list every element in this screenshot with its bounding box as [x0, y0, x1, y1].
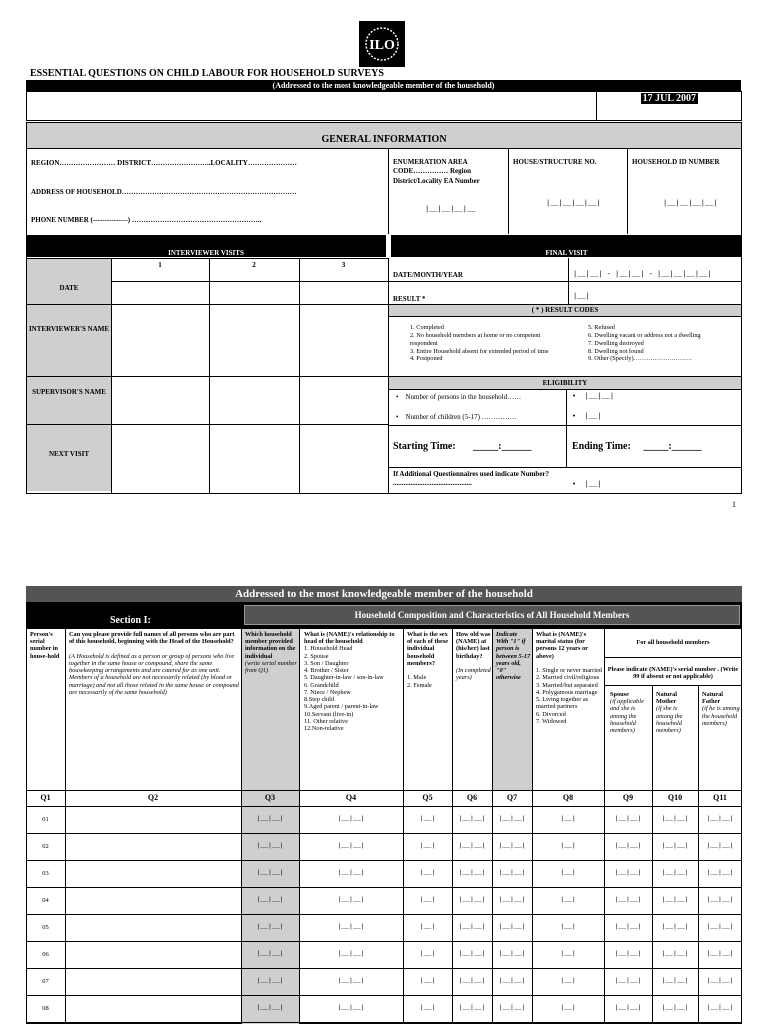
ea-code-label: ENUMERATION AREA CODE…………… Region District/Locality EA Number — [393, 158, 480, 185]
q7-input[interactable]: |__|__| — [498, 842, 526, 849]
q5-input[interactable]: |__| — [419, 1004, 436, 1011]
row-supervisor-label: SUPERVISOR'S NAME — [32, 388, 106, 396]
q4-input[interactable]: |__|__| — [337, 815, 365, 822]
q9-q11-heading: For all household members — [636, 639, 710, 646]
result-input[interactable]: |__| — [573, 293, 590, 301]
result-codes-left: 1. Completed 2. No household members at home or no competent respondent 3. Entire Household absent for extended period of time 4. Postponed — [410, 324, 549, 363]
qcode-q5: Q5 — [422, 793, 433, 802]
row-serial-number: 04 — [42, 897, 49, 904]
q7-input[interactable]: |__|__| — [498, 896, 526, 903]
q3-input[interactable]: |__|__| — [256, 842, 284, 849]
q7-input[interactable]: |__|__| — [498, 1004, 526, 1011]
q5-input[interactable]: |__| — [419, 815, 436, 822]
q10-header: Natural Mother (if she is among the household members) — [656, 691, 683, 735]
q7-input[interactable]: |__|__| — [498, 869, 526, 876]
date-stamp: 17 JUL 2007 — [642, 93, 696, 104]
form-title: ESSENTIAL QUESTIONS ON CHILD LABOUR FOR HOUSEHOLD SURVEYS — [30, 68, 384, 79]
q11-input[interactable]: |__|__| — [706, 869, 734, 876]
q4-input[interactable]: |__|__| — [337, 1004, 365, 1011]
q7-input[interactable]: |__|__| — [498, 923, 526, 930]
q6-input[interactable]: |__|__| — [458, 869, 486, 876]
q5-input[interactable]: |__| — [419, 977, 436, 984]
q9-input[interactable]: |__|__| — [614, 923, 642, 930]
q11-input[interactable]: |__|__| — [706, 1004, 734, 1011]
q9-input[interactable]: |__|__| — [614, 869, 642, 876]
form-subtitle: (Addressed to the most knowledgeable member of the household) — [26, 80, 741, 91]
interviewer-visits-heading: INTERVIEWER VISITS — [168, 249, 244, 257]
ilo-logo — [359, 21, 405, 67]
q10-input[interactable]: |__|__| — [661, 1004, 689, 1011]
section-label: Section I: — [110, 615, 151, 626]
q6-input[interactable]: |__|__| — [458, 815, 486, 822]
q11-input[interactable]: |__|__| — [706, 815, 734, 822]
household-id-input[interactable]: |__|__|__|__| — [663, 200, 718, 208]
q1-header: Person's serial number in house-hold — [30, 631, 60, 660]
q9-input[interactable]: |__|__| — [614, 842, 642, 849]
row-serial-number: 08 — [42, 1005, 49, 1012]
q10-input[interactable]: |__|__| — [661, 869, 689, 876]
q8-input[interactable]: |__| — [560, 977, 576, 984]
q7-header: Indicate With "1" if person is between 5-17 years old, "0" otherwise — [496, 631, 531, 682]
region-field[interactable]: REGION…………………… DISTRICT……………………..LOCALITY………………… — [31, 159, 297, 167]
q10-input[interactable]: |__|__| — [661, 950, 689, 957]
q3-header: Which household member provided information on the individual (write serial number from Q1) — [245, 631, 297, 675]
q2-header: Can you please provide full names of all persons who are part of this household, beginning with the Head of the Household? (A Household is defined as a person or group of persons who live together in the same house or compound, share the same housekeeping arrangements and are catered for as one unit. Members of a household are not necessarily related (by blood or marriage) and not all those related in the same house or compound are necessarily of the same household) — [69, 631, 239, 696]
q6-input[interactable]: |__|__| — [458, 1004, 486, 1011]
elig-persons-input[interactable]: • |__|__| — [572, 393, 615, 401]
household-composition-title: Household Composition and Characteristics of All Household Members — [244, 605, 740, 625]
visit-col-3: 3 — [341, 261, 346, 269]
q6-input[interactable]: |__|__| — [458, 950, 486, 957]
q4-input[interactable]: |__|__| — [337, 842, 365, 849]
q5-input[interactable]: |__| — [419, 896, 436, 903]
result-label: RESULT * — [393, 295, 426, 303]
final-date-label: DATE/MONTH/YEAR — [393, 271, 463, 279]
qcode-q8: Q8 — [562, 793, 574, 802]
q9-input[interactable]: |__|__| — [614, 1004, 642, 1011]
q11-input[interactable]: |__|__| — [706, 977, 734, 984]
q7-input[interactable]: |__|__| — [498, 950, 526, 957]
result-codes-heading: ( * ) RESULT CODES — [531, 306, 599, 314]
q8-input[interactable]: |__| — [560, 1004, 576, 1011]
final-visit-heading: FINAL VISIT — [545, 249, 588, 257]
q8-input[interactable]: |__| — [560, 842, 576, 849]
household-id-label: HOUSEHOLD ID NUMBER — [632, 158, 720, 166]
q3-input[interactable]: |__|__| — [256, 815, 284, 822]
row-serial-number: 07 — [42, 978, 49, 985]
phone-field[interactable]: PHONE NUMBER (---------------) ……………………………………………….. — [31, 216, 262, 224]
q11-input[interactable]: |__|__| — [706, 923, 734, 930]
ea-code-input[interactable]: |__|__|__|__ — [425, 206, 476, 214]
q9-input[interactable]: |__|__| — [614, 815, 642, 822]
q8-input[interactable]: |__| — [560, 815, 576, 822]
starting-time-field[interactable]: Starting Time: _____:______ — [393, 441, 532, 452]
q11-input[interactable]: |__|__| — [706, 842, 734, 849]
q4-input[interactable]: |__|__| — [337, 896, 365, 903]
q10-input[interactable]: |__|__| — [661, 896, 689, 903]
date-stamp-box — [596, 91, 742, 121]
row-serial-number: 01 — [42, 816, 49, 823]
row-serial-number: 06 — [42, 951, 49, 958]
svg-text:ILO: ILO — [369, 38, 395, 53]
q4-input[interactable]: |__|__| — [337, 869, 365, 876]
row-serial-number: 05 — [42, 924, 49, 931]
q6-input[interactable]: |__|__| — [458, 977, 486, 984]
q4-input[interactable]: |__|__| — [337, 977, 365, 984]
house-structure-label: HOUSE/STRUCTURE NO. — [513, 158, 597, 166]
q3-input[interactable]: |__|__| — [256, 950, 284, 957]
q3-input[interactable]: |__|__| — [256, 896, 284, 903]
q8-input[interactable]: |__| — [560, 869, 576, 876]
q7-input[interactable]: |__|__| — [498, 977, 526, 984]
q5-input[interactable]: |__| — [419, 869, 436, 876]
q3-input[interactable]: |__|__| — [256, 977, 284, 984]
q5-header: What is the sex of each of these individual household members? 1. Male 2. Female — [407, 631, 449, 689]
q3-input[interactable]: |__|__| — [256, 923, 284, 930]
qcode-q1: Q1 — [40, 793, 51, 802]
ending-time-field[interactable]: Ending Time: _____:______ — [572, 441, 702, 452]
qcode-q2: Q2 — [147, 793, 159, 802]
q9-header: Spouse (if applicable and she is among the household members) — [610, 691, 644, 735]
qcode-q6: Q6 — [466, 793, 478, 802]
q4-input[interactable]: |__|__| — [337, 923, 365, 930]
q5-input[interactable]: |__| — [419, 842, 436, 849]
q4-header: What is (NAME)'s relationship to head of the household 1. Household Head 2. Spouse 3. Son / Daughter 4. Brother / Sister 5. Daughter-in-law / son-in-law 6. Grandchild 7. Niece / Nephew 8.Step child 9.Aged parent / parent-in-law 10.Servant (live-in) 11. Other relative 12.Non-relative — [304, 631, 395, 733]
row-next-visit-label: NEXT VISIT — [48, 450, 89, 458]
final-date-input[interactable]: |__|__| - |__|__| - |__|__|__|__| — [573, 271, 712, 279]
q3-input[interactable]: |__|__| — [256, 1004, 284, 1011]
elig-children-input[interactable]: • |__| — [572, 413, 602, 421]
q10-input[interactable]: |__|__| — [661, 815, 689, 822]
house-structure-input[interactable]: |__|__|__|__| — [546, 200, 601, 208]
q9-input[interactable]: |__|__| — [614, 950, 642, 957]
qcode-q9: Q9 — [622, 793, 634, 802]
q9-q11-note: Please indicate (NAME)'s serial number . (Write 99 if absent or not applicable) — [607, 666, 739, 681]
visit-col-1: 1 — [158, 261, 162, 269]
q11-input[interactable]: |__|__| — [706, 896, 734, 903]
q6-input[interactable]: |__|__| — [458, 842, 486, 849]
page-number: 1 — [732, 500, 736, 509]
q4-input[interactable]: |__|__| — [337, 950, 365, 957]
q5-input[interactable]: |__| — [419, 923, 436, 930]
q8-input[interactable]: |__| — [560, 923, 576, 930]
q6-input[interactable]: |__|__| — [458, 896, 486, 903]
q8-header: What is (NAME)'s marital status (for persons 12 years or above) 1. Single or never married 2. Married civil/religious 3. Married/but separated 4. Polygamous marriage 5. Living together as married partners 6. Divorced 7. Widowed — [536, 631, 602, 725]
row-date-label: DATE — [59, 284, 79, 292]
elig-children-label: • Number of children (5-17) …………… — [396, 413, 517, 421]
qcode-q10: Q10 — [667, 793, 683, 802]
qcode-q7: Q7 — [506, 793, 518, 802]
q8-input[interactable]: |__| — [560, 950, 576, 957]
row-serial-number: 02 — [42, 843, 49, 850]
q9-input[interactable]: |__|__| — [614, 977, 642, 984]
q10-input[interactable]: |__|__| — [661, 842, 689, 849]
q6-header: How old was (NAME) at (his/her) last birthday? (In completed years) — [456, 631, 491, 682]
address-field[interactable]: ADDRESS OF HOUSEHOLD………………………………………………………………… — [31, 188, 297, 196]
qcode-q4: Q4 — [345, 793, 357, 802]
row-serial-number: 03 — [42, 870, 49, 877]
visit-col-2: 2 — [252, 261, 256, 269]
q6-input[interactable]: |__|__| — [458, 923, 486, 930]
q11-header: Natural Father (if he is among the household members) — [702, 691, 740, 727]
q8-input[interactable]: |__| — [560, 896, 576, 903]
ilo-emblem-icon — [361, 23, 403, 65]
additional-questionnaires-label: If Additional Questionnaires used indicate Number? ............................................. — [393, 470, 550, 488]
q7-input[interactable]: |__|__| — [498, 815, 526, 822]
q10-input[interactable]: |__|__| — [661, 977, 689, 984]
q3-input[interactable]: |__|__| — [256, 869, 284, 876]
q11-input[interactable]: |__|__| — [706, 950, 734, 957]
elig-persons-label: • Number of persons in the household…… — [396, 393, 522, 401]
qcode-q3: Q3 — [264, 793, 276, 802]
general-info-heading: GENERAL INFORMATION — [27, 123, 741, 148]
q10-input[interactable]: |__|__| — [661, 923, 689, 930]
additional-questionnaires-input[interactable]: • |__| — [572, 481, 602, 489]
q9-input[interactable]: |__|__| — [614, 896, 642, 903]
q5-input[interactable]: |__| — [419, 950, 436, 957]
eligibility-heading: ELIGIBILITY — [542, 379, 588, 387]
qcode-q11: Q11 — [713, 793, 727, 802]
row-interviewer-label: INTERVIEWER'S NAME — [28, 325, 110, 333]
result-codes-right: 5. Refused 6. Dwelling vacant or address not a dwelling 7. Dwelling destroyed 8. Dwelling not found 9. Other (Specify)………………………. — [588, 324, 701, 363]
section1-title: Addressed to the most knowledgeable member of the household — [26, 586, 742, 602]
